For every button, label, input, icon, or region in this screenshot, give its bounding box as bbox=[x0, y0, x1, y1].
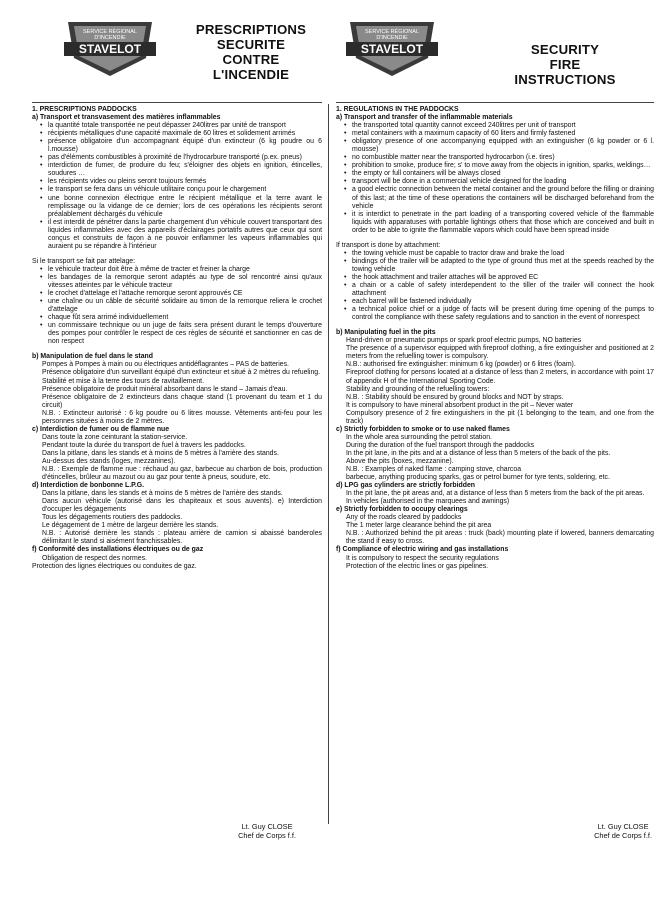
section-heading: 1. PRESCRIPTIONS PADDOCKS bbox=[32, 106, 137, 113]
paragraph: Obligation de respect des normes. bbox=[42, 554, 147, 562]
subsection-f-heading: f) Compliance of electric wiring and gas installations bbox=[336, 546, 509, 554]
paragraph: Pendant toute la durée du transport de fuel à travers les paddocks. bbox=[42, 441, 246, 449]
english-column bbox=[336, 0, 654, 900]
paragraph: Stabilité et mise à la terre des tours de ravitaillement. bbox=[42, 377, 205, 385]
list-item: • chaque fût sera arrimé individuellement bbox=[42, 314, 322, 322]
paragraph: Dans aucun véhicule (autorisé dans les chapiteaux et sous auvents). e) Interdiction d'occuper les dégagements bbox=[42, 498, 322, 514]
logo-name: STAVELOT bbox=[78, 42, 142, 56]
paragraph: In the whole area surrounding the petrol station. bbox=[346, 433, 492, 441]
paragraph: Dans la pitlane, dans les stands et à moins de 5 mètres à l'arrière des stands. bbox=[42, 449, 279, 457]
paragraph: Dans toute la zone ceinturant la station-service. bbox=[42, 433, 188, 441]
subsection-b-heading: b) Manipulating fuel in the pits bbox=[336, 329, 436, 337]
paragraph: N.B. : Examples of naked flame : camping stove, charcoa bbox=[346, 466, 522, 474]
paragraph: N.B. : Exemple de flamme nue : réchaud au gaz, barbecue au charbon de bois, production d'étincelles, brûleur au mazout ou au gaz pour tente à pneus, soudure, etc. bbox=[42, 466, 322, 482]
paragraph: Hand-driven or pneumatic pumps or spark proof electric pumps, NO batteries bbox=[346, 337, 582, 345]
paragraph: Au-dessus des stands (loges, mezzanines). bbox=[42, 457, 176, 465]
paragraph: Présence obligatoire d'un surveillant équipé d'un extincteur et situé à 2 mètres du refueling. bbox=[42, 369, 321, 377]
list-item: • la quantité totale transportée ne peut dépasser 240litres par unité de transport bbox=[42, 122, 322, 130]
list-item: • a chain or a cable of safety interdependent to the tiller of the trailer will connect the hook attachment bbox=[346, 282, 654, 298]
paragraph: Dans la pitlane, dans les stands et à moins de 5 mètres de l'arrière des stands. bbox=[42, 490, 283, 498]
list-item: • une chaîne ou un câble de sécurité solidaire au timon de la remorque reliera le crochet d'attelage bbox=[42, 298, 322, 314]
paragraph: barbecue, anything producing sparks, gas or petrol burner for tyre tents, soldering, etc. bbox=[346, 474, 610, 482]
subsection-c-body bbox=[336, 434, 654, 482]
list-item: • metal containers with a maximum capacity of 60 liters and firmly fastened bbox=[346, 130, 654, 138]
english-header bbox=[336, 0, 654, 104]
paragraph: In vehicles (authorised in the marquees and awnings) bbox=[346, 498, 510, 506]
list-item: • transport will be done in a commercial vehicle designed for the loading bbox=[346, 178, 654, 186]
list-item: • le transport se fera dans un véhicule utilitaire conçu pour le chargement bbox=[42, 186, 322, 194]
stavelot-logo bbox=[342, 18, 442, 78]
paragraph: The 1 meter large clearance behind the pit area bbox=[346, 522, 492, 530]
list-item: • each barrel will be fastened individually bbox=[346, 298, 654, 306]
section-heading: 1. REGULATIONS IN THE PADDOCKS bbox=[336, 106, 459, 113]
subsection-c-heading: c) Interdiction de fumer ou de flamme nue bbox=[32, 425, 170, 433]
list-item: • no combustible matter near the transported hydrocarbon (i.e. tires) bbox=[346, 154, 654, 162]
list-item: • the empty or full containers will be always closed bbox=[346, 170, 654, 178]
subsection-a-heading: a) Transport et transvasement des matières inflammables bbox=[32, 114, 221, 122]
french-title: PRESCRIPTIONS SECURITE CONTRE L'INCENDIE bbox=[195, 22, 307, 82]
subsection-f-body bbox=[336, 555, 654, 571]
list-item: • the towing vehicle must be capable to tractor draw and brake the load bbox=[346, 250, 654, 258]
list-item: • il est interdit de pénétrer dans la partie chargement d'un véhicule couvert transportant des liquides inflammables avec des appareils d'éclairages portatifs autres que ceux qui sont conçus et construits de façon à ne pouvoir enflammer les vapeurs inflammables qui auraient pu se répandre à l'intérieur bbox=[42, 219, 322, 251]
transport-list bbox=[32, 122, 322, 251]
logo-line1: SERVICE RÉGIONAL bbox=[365, 29, 419, 35]
paragraph: Compulsory presence of 2 fire extinguishers in the pit (1 belonging to the team, and one from the track) bbox=[346, 409, 654, 425]
subsection-e-heading: e) Strictly forbidden to occupy clearings bbox=[336, 506, 468, 514]
attachment-intro: If transport is done by attachment: bbox=[336, 241, 441, 249]
paragraph: N.B. : Autorisé derrière les stands : plateau arrière de camion si abaissé banderoles délimitant le stand si aisément franchissables. bbox=[42, 530, 322, 546]
list-item: • it is interdict to penetrate in the part loading of a transporting covered vehicle of the flammable liquids with apparatuses with portable lightings others that those which are conceived and built in order to be able to ignite the flammable vapors which could have been spread inside bbox=[346, 211, 654, 235]
attachment-list bbox=[336, 250, 654, 322]
paragraph: It is compulsory to have mineral absorbent product in the pit – Never water bbox=[346, 401, 574, 409]
subsection-f-heading: f) Conformité des installations électriques ou de gaz bbox=[32, 546, 204, 554]
paragraph: Stability and grounding of the refuelling towers: bbox=[346, 385, 490, 393]
logo-line1: SERVICE RÉGIONAL bbox=[83, 29, 137, 35]
english-content bbox=[336, 106, 654, 571]
french-content bbox=[32, 106, 322, 571]
paragraph: Tous les dégagements routiers des paddocks. bbox=[42, 514, 183, 522]
list-item: • prohibition to smoke, produce fire; s' to move away from the objects in ignition, sparks, weldings… bbox=[346, 162, 654, 170]
paragraph: N.B. : Stability should be ensured by ground blocks and NOT by straps. bbox=[346, 393, 564, 401]
subsection-c-body bbox=[32, 434, 322, 482]
paragraph: Présence obligatoire de 2 extincteurs dans chaque stand (1 provenant du team et 1 du circuit) bbox=[42, 393, 322, 409]
list-item: • a good electric connection between the metal container and the ground before the filling or draining of this last; at the time of these operations the containers will be discharged beforehand from the vehicle bbox=[346, 186, 654, 210]
list-item: • a technical police chief or a judge of facts will be present during time opening of the pumps to control the compliance with these safety regulations and to sanction in the event of nonrespect bbox=[346, 306, 654, 322]
logo-line2: D'INCENDIE bbox=[376, 35, 408, 41]
attachment-intro: Si le transport se fait par attelage: bbox=[32, 257, 136, 265]
subsection-d-body bbox=[336, 490, 654, 506]
subsection-d-heading: d) Interdiction de bonbonne L.P.G. bbox=[32, 482, 145, 490]
subsection-d-body bbox=[32, 490, 322, 546]
paragraph: N.B.: authorised fire extinguisher: minimum 6 kg (powder) or 6 litres (foam). bbox=[346, 361, 576, 369]
list-item: • le véhicule tracteur doit être à même de tracter et freiner la charge bbox=[42, 266, 322, 274]
list-item: • the transported total quantity cannot exceed 240litres per unit of transport bbox=[346, 122, 654, 130]
paragraph: It is compulsory to respect the security regulations bbox=[346, 554, 499, 562]
paragraph: Any of the roads cleared by paddocks bbox=[346, 514, 462, 522]
list-item: • récipients métalliques d'une capacité maximale de 60 litres et solidement arrimés bbox=[42, 130, 322, 138]
list-item: • les bandages de la remorque seront adaptés au type de sol rencontré ainsi qu'aux vitesses atteintes par le véhicule tracteur bbox=[42, 274, 322, 290]
french-column bbox=[4, 0, 322, 900]
paragraph: The presence of a supervisor equipped with fireproof clothing, a fire extinguisher and positioned at 2 meters from the refuelling tower is compulsory. bbox=[346, 345, 654, 361]
list-item: • le crochet d'attelage et l'attache remorque seront approuvés CE bbox=[42, 290, 322, 298]
list-item: • obligatory presence of one accompanying equipped with an extinguisher (6 kg powder or 6 l. mousse) bbox=[346, 138, 654, 154]
subsection-a-heading: a) Transport and transfer of the inflammable materials bbox=[336, 114, 513, 122]
header-rule bbox=[336, 102, 654, 103]
paragraph: Pompes à Pompes à main ou ou électriques antidéflagrantes – PAS de batteries. bbox=[42, 361, 289, 369]
list-item: • les récipients vides ou pleins seront toujours fermés bbox=[42, 178, 322, 186]
paragraph: Protection of the electric lines or gas pipelines. bbox=[346, 562, 489, 570]
logo-line2: D'INCENDIE bbox=[94, 35, 126, 41]
list-item: • présence obligatoire d'un accompagnant équipé d'un extincteur (6 kg poudre ou 6 l.mousse) bbox=[42, 138, 322, 154]
paragraph: N.B. : Extincteur autorisé : 6 kg poudre ou 6 litres mousse. Vêtements anti-feu pour les personnes situées à moins de 2 mètres. bbox=[42, 409, 322, 425]
subsection-b-body bbox=[32, 361, 322, 425]
subsection-e-body bbox=[336, 514, 654, 546]
subsection-b-body bbox=[336, 337, 654, 426]
paragraph: In the pit lane, the pit areas and, at a distance of less than 5 meters from the back of the pit areas. bbox=[346, 490, 645, 498]
french-header bbox=[4, 0, 322, 104]
header-rule bbox=[32, 102, 322, 103]
list-item: • bindings of the trailer will be adapted to the type of ground thus met at the speeds reached by the towing vehicle bbox=[346, 258, 654, 274]
subsection-d-heading: d) LPG gas cylinders are strictly forbidden bbox=[336, 482, 475, 490]
column-divider bbox=[328, 104, 329, 824]
list-item: • interdiction de fumer, de produire du feu; s'éloigner des objets en ignition, étincelles, soudures … bbox=[42, 162, 322, 178]
paragraph: Présence obligatoire de produit minéral absorbant dans le stand – Jamais d'eau. bbox=[42, 385, 288, 393]
list-item: • une bonne connexion électrique entre le récipient métallique et la terre avant le remplissage ou la vidange de ce dernier; lors de ces opérations les récipients seront préalablement déchargés du véhicule bbox=[42, 195, 322, 219]
list-item: • un commissaire technique ou un juge de faits sera présent durant le temps d'ouverture des pompes pour contrôler le respect de ces règles de sécurité et sanctionner en cas de non respect bbox=[42, 322, 322, 346]
paragraph: Le dégagement de 1 mètre de largeur derrière les stands. bbox=[42, 522, 219, 530]
subsection-b-heading: b) Manipulation de fuel dans le stand bbox=[32, 353, 153, 361]
paragraph: Fireproof clothing for persons located at a distance of less than 2 meters, in accordance with point 17 of appendix H of the International Sporting Code. bbox=[346, 369, 654, 385]
paragraph: Above the pits (boxes, mezzanine). bbox=[346, 457, 454, 465]
paragraph: During the duration of the fuel transport through the paddocks bbox=[346, 441, 535, 449]
english-signature: Lt. Guy CLOSE Chef de Corps f.f. bbox=[594, 822, 652, 840]
paragraph: N.B. : Authorized behind the pit areas : truck (back) mounting plate if lowered, banners demarcating the stand if easy to cross. bbox=[346, 530, 654, 546]
list-item: • the hook attachment and trailer attaches will be approved EC bbox=[346, 274, 654, 282]
subsection-c-heading: c) Strictly forbidden to smoke or to use naked flames bbox=[336, 425, 510, 433]
list-item: • pas d'éléments combustibles à proximité de l'hydrocarbure transporté (p.ex. pneus) bbox=[42, 154, 322, 162]
attachment-list bbox=[32, 266, 322, 346]
logo-name: STAVELOT bbox=[360, 42, 424, 56]
french-signature: Lt. Guy CLOSE Chef de Corps f.f. bbox=[238, 822, 296, 840]
stavelot-logo bbox=[60, 18, 160, 78]
protection-line: Protection des lignes électriques ou conduites de gaz. bbox=[32, 562, 197, 570]
paragraph: In the pit lane, in the pits and at a distance of less than 5 meters of the back of the pits. bbox=[346, 449, 611, 457]
transport-list bbox=[336, 122, 654, 235]
english-title: SECURITY FIRE INSTRUCTIONS bbox=[514, 42, 616, 87]
